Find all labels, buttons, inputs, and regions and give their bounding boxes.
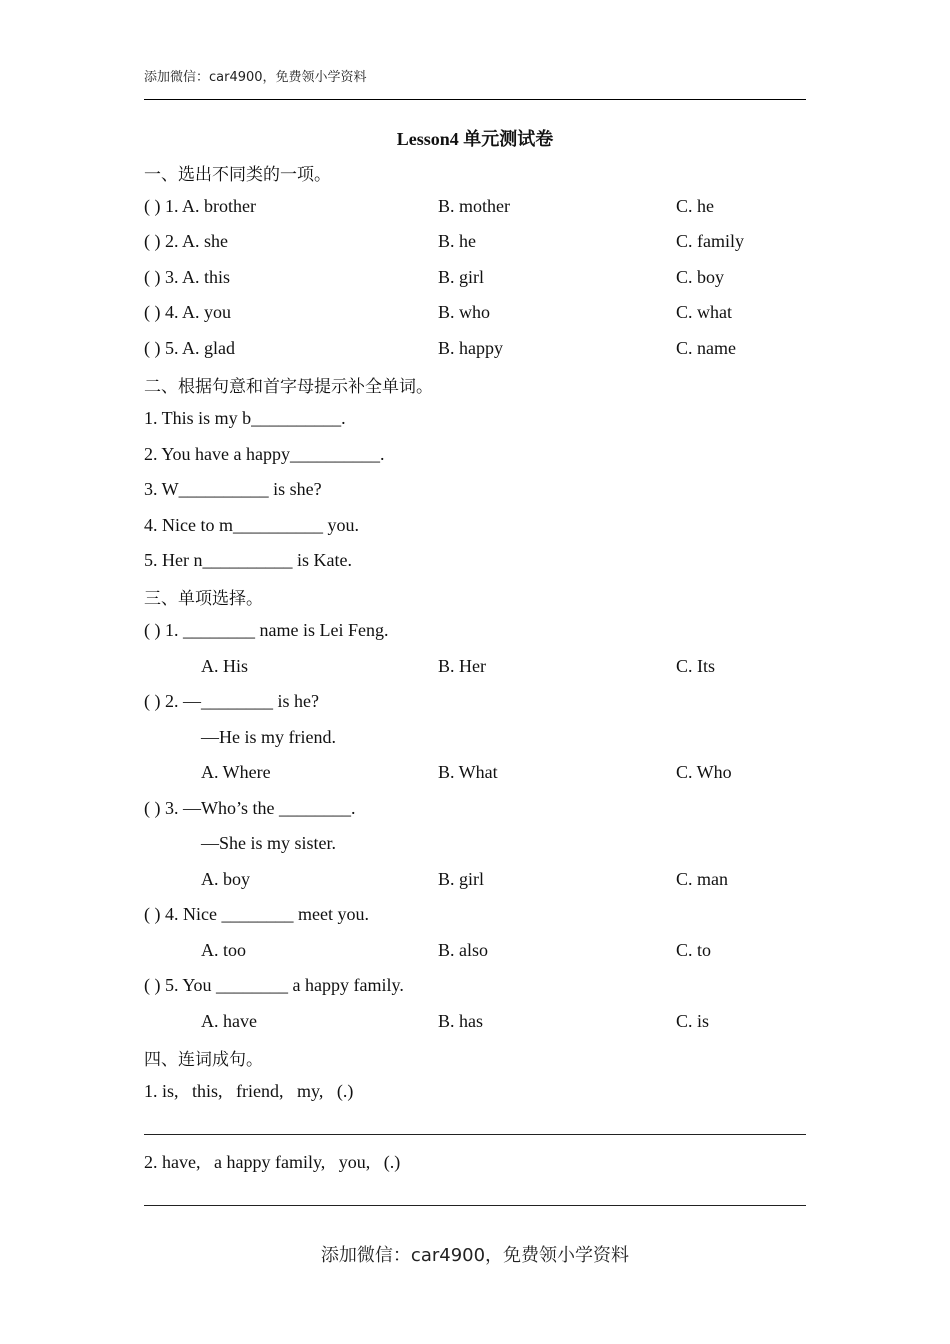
section-heading-2: 二、根据句意和首字母提示补全单词。	[144, 377, 433, 397]
question-row: ( ) 3. A. this	[144, 267, 231, 287]
option-c: C. to	[676, 940, 712, 960]
word-order-item: 2. have, a happy family, you, (.)	[144, 1152, 401, 1172]
dialogue-reply: —He is my friend.	[201, 727, 336, 747]
option-a: A. too	[201, 940, 246, 960]
option-b: B. who	[438, 302, 491, 322]
option-a: A. boy	[201, 869, 250, 889]
question-row: ( ) 4. A. you	[144, 302, 231, 322]
choice-question-stem: ( ) 2. —________ is he?	[144, 691, 319, 711]
option-b: B. also	[438, 940, 489, 960]
dialogue-reply: —She is my sister.	[201, 833, 337, 853]
fill-blank-item: 3. W__________ is she?	[144, 479, 322, 499]
option-c: C. Its	[676, 656, 716, 676]
header-note: 添加微信：car4900，免费领小学资料	[144, 70, 367, 85]
choice-question-stem: ( ) 4. Nice ________ meet you.	[144, 904, 369, 924]
option-c: C. family	[676, 231, 744, 251]
question-row: ( ) 5. A. glad	[144, 338, 235, 358]
option-b: B. happy	[438, 338, 503, 358]
option-c: C. man	[676, 869, 728, 889]
option-b: B. girl	[438, 267, 485, 287]
option-b: B. Her	[438, 656, 486, 676]
fill-blank-item: 1. This is my b__________.	[144, 408, 346, 428]
option-b: B. he	[438, 231, 476, 251]
option-b: B. girl	[438, 869, 485, 889]
footer-note: 添加微信：car4900，免费领小学资料	[320, 1245, 630, 1266]
header-divider	[144, 99, 806, 100]
question-row: ( ) 2. A. she	[144, 231, 228, 251]
option-b: B. has	[438, 1011, 483, 1031]
option-a: A. His	[201, 656, 249, 676]
option-c: C. he	[676, 196, 714, 216]
option-c: C. what	[676, 302, 732, 322]
option-a: A. Where	[201, 762, 271, 782]
fill-blank-item: 2. You have a happy__________.	[144, 444, 385, 464]
question-row: ( ) 1. A. brother	[144, 196, 256, 216]
fill-blank-item: 4. Nice to m__________ you.	[144, 515, 359, 535]
option-c: C. is	[676, 1011, 710, 1031]
fill-blank-item: 5. Her n__________ is Kate.	[144, 550, 352, 570]
option-b: B. What	[438, 762, 498, 782]
option-c: C. boy	[676, 267, 725, 287]
option-c: C. Who	[676, 762, 732, 782]
word-order-item: 1. is, this, friend, my, (.)	[144, 1081, 354, 1101]
option-b: B. mother	[438, 196, 510, 216]
answer-line	[144, 1134, 806, 1135]
section-heading-1: 一、选出不同类的一项。	[144, 165, 331, 185]
option-a: A. have	[201, 1011, 257, 1031]
page-title: Lesson4 单元测试卷	[396, 129, 554, 149]
option-c: C. name	[676, 338, 736, 358]
section-heading-4: 四、连词成句。	[144, 1050, 263, 1070]
choice-question-stem: ( ) 5. You ________ a happy family.	[144, 975, 404, 995]
choice-question-stem: ( ) 3. —Who’s the ________.	[144, 798, 356, 818]
answer-line	[144, 1205, 806, 1206]
choice-question-stem: ( ) 1. ________ name is Lei Feng.	[144, 620, 389, 640]
section-heading-3: 三、单项选择。	[144, 589, 263, 609]
